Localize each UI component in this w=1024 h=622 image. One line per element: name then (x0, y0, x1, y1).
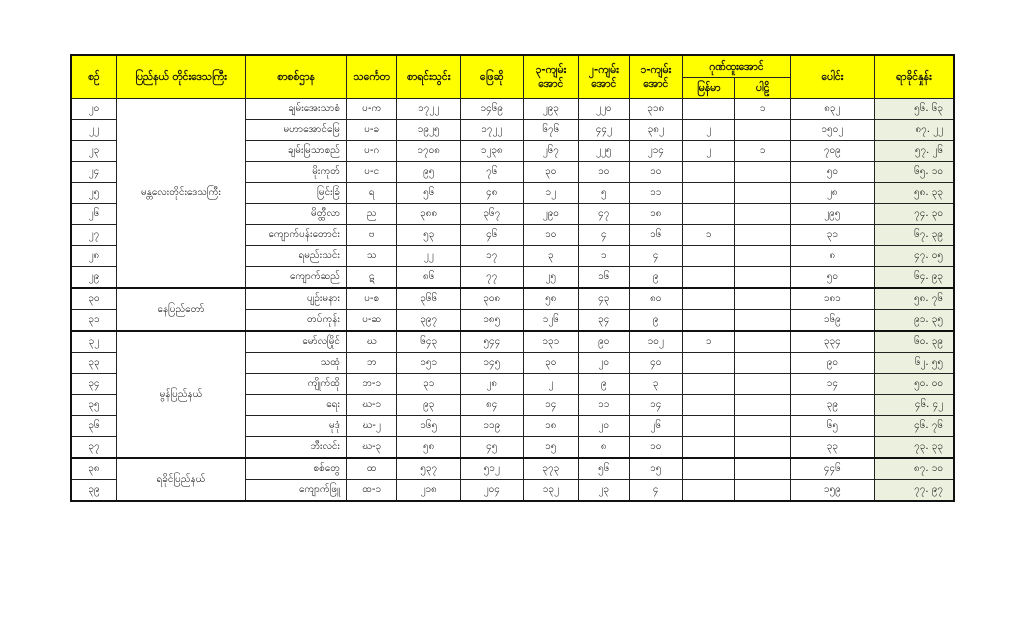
center-code: ဘ-၁ (346, 374, 396, 395)
sat-count: ၇၇ (460, 267, 523, 289)
pass-percent: ၄၇. ၀၅ (874, 246, 954, 267)
region-name: မန္တလေးတိုင်းဒေသကြီး (116, 99, 245, 289)
sat-count: ၄၈ (460, 183, 523, 204)
two-subject-pass: ၄ (579, 225, 629, 246)
total-pass: ၃၉ (790, 395, 874, 416)
total-pass: ၅၀ (790, 162, 874, 183)
sat-count: ၁၄၆၉ (460, 99, 523, 120)
myanmar-distinction (682, 204, 734, 225)
myanmar-distinction (682, 395, 734, 416)
two-subject-pass: ၂၃ (579, 480, 629, 502)
pass-percent: ၇၄. ၃၀ (874, 204, 954, 225)
total-pass: ၃၃ (790, 437, 874, 459)
header-no: စဉ် (71, 55, 116, 99)
region-name: နေပြည်တော် (116, 288, 245, 331)
sat-count: ၁၇၂၂ (460, 120, 523, 141)
header-one-subject: ၁-ကျမ်း အောင် (629, 55, 682, 99)
table-row (71, 458, 954, 480)
row-number: ၃၃ (71, 353, 116, 374)
pali-distinction (735, 267, 791, 289)
two-subject-pass: ၂၀ (579, 353, 629, 374)
table-row (71, 99, 954, 120)
two-subject-pass: ၄၃ (579, 288, 629, 310)
registered-count: ၂၂ (397, 246, 461, 267)
one-subject-pass: ၃ (629, 374, 682, 395)
pass-percent: ၅၆. ၆၃ (874, 99, 954, 120)
two-subject-pass: ၅ (579, 183, 629, 204)
total-pass: ၃၃၄ (790, 331, 874, 353)
center-code: ဃ-၂ (346, 416, 396, 437)
header-distinction: ဂုဏ်ထူးအောင် (682, 55, 790, 78)
one-subject-pass: ၉ (629, 310, 682, 332)
header-pali: ပါဠိ (735, 78, 791, 99)
center-code: ပ-င (346, 162, 396, 183)
row-number: ၃၅ (71, 395, 116, 416)
one-subject-pass: ၁၅ (629, 458, 682, 480)
pass-percent: ၇၇. ၉၇ (874, 480, 954, 502)
total-pass: ၆၅ (790, 416, 874, 437)
pass-percent: ၇၃. ၃၃ (874, 437, 954, 459)
center-code: ဃ-၃ (346, 437, 396, 459)
one-subject-pass: ၃၁၈ (629, 99, 682, 120)
row-number: ၃၀ (71, 288, 116, 310)
center-name: ကျိုက်ထို (246, 374, 347, 395)
pass-percent: ၈၇. ၂၂ (874, 120, 954, 141)
three-subject-pass: ၂၅ (523, 267, 579, 289)
registered-count: ၉၅ (397, 162, 461, 183)
sat-count: ၇၆ (460, 162, 523, 183)
three-subject-pass: ၃၀ (523, 353, 579, 374)
center-name: ချမ်းမြသာစည် (246, 141, 347, 162)
registered-count: ၆၄၃ (397, 331, 461, 353)
myanmar-distinction: ၂ (682, 120, 734, 141)
sat-count: ၁၈၅ (460, 310, 523, 332)
pass-percent: ၅၀. ၀၀ (874, 374, 954, 395)
two-subject-pass: ၄၄၂ (579, 120, 629, 141)
pali-distinction (735, 395, 791, 416)
myanmar-distinction (682, 480, 734, 502)
center-code: ဃ (346, 331, 396, 353)
row-number: ၃၇ (71, 437, 116, 459)
center-code: ဗ (346, 225, 396, 246)
sat-count: ၈၄ (460, 395, 523, 416)
registered-count: ၃၁ (397, 374, 461, 395)
pali-distinction (735, 225, 791, 246)
header-two-subjects: ၂-ကျမ်း အောင် (579, 55, 629, 99)
one-subject-pass: ၁၀ (629, 437, 682, 459)
three-subject-pass: ၃၀ (523, 162, 579, 183)
sat-count: ၃၆၇ (460, 204, 523, 225)
total-pass: ၁၄ (790, 374, 874, 395)
registered-count: ၁၅၁ (397, 353, 461, 374)
center-name: မော်လမြိုင် (246, 331, 347, 353)
registered-count: ၅၃ (397, 225, 461, 246)
one-subject-pass: ၉ (629, 267, 682, 289)
myanmar-distinction (682, 437, 734, 459)
row-number: ၃၉ (71, 480, 116, 502)
myanmar-distinction (682, 374, 734, 395)
myanmar-distinction (682, 288, 734, 310)
center-code: ထ-၁ (346, 480, 396, 502)
row-number: ၃၄ (71, 374, 116, 395)
center-code: ပ-စ (346, 288, 396, 310)
center-name: တပ်ကုန်း (246, 310, 347, 332)
row-number: ၂၂ (71, 120, 116, 141)
myanmar-distinction (682, 458, 734, 480)
center-code: ဘ (346, 353, 396, 374)
myanmar-distinction: ၁ (682, 331, 734, 353)
two-subject-pass: ၂၀ (579, 416, 629, 437)
three-subject-pass: ၂ (523, 374, 579, 395)
sat-count: ၁၇ (460, 246, 523, 267)
pali-distinction: ၁ (735, 99, 791, 120)
row-number: ၂၉ (71, 267, 116, 289)
three-subject-pass: ၃၇၃ (523, 458, 579, 480)
two-subject-pass: ၂၂၅ (579, 141, 629, 162)
myanmar-distinction (682, 353, 734, 374)
row-number: ၂၇ (71, 225, 116, 246)
pass-percent: ၆၄. ၉၃ (874, 267, 954, 289)
myanmar-distinction: ၁ (682, 225, 734, 246)
table-body (71, 99, 954, 502)
one-subject-pass: ၁၆ (629, 225, 682, 246)
myanmar-distinction (682, 246, 734, 267)
total-pass: ၇၀၉ (790, 141, 874, 162)
center-code: ပ-ခ (346, 120, 396, 141)
row-number: ၂၃ (71, 141, 116, 162)
pass-percent: ၆၂. ၅၅ (874, 353, 954, 374)
pali-distinction (735, 162, 791, 183)
myanmar-distinction (682, 416, 734, 437)
sat-count: ၅၁၂ (460, 458, 523, 480)
one-subject-pass: ၄ (629, 480, 682, 502)
center-code: ပ-က (346, 99, 396, 120)
row-number: ၂၀ (71, 99, 116, 120)
total-pass: ၅၀ (790, 267, 874, 289)
registered-count: ၉၃ (397, 395, 461, 416)
three-subject-pass: ၁၃၁ (523, 331, 579, 353)
myanmar-distinction (682, 99, 734, 120)
pali-distinction (735, 246, 791, 267)
pass-percent: ၆၅. ၁၀ (874, 162, 954, 183)
center-name: သထုံ (246, 353, 347, 374)
row-number: ၂၈ (71, 246, 116, 267)
header-total: ပေါင်း (790, 55, 874, 99)
center-code: ဃ-၁ (346, 395, 396, 416)
center-name: ရမည်းသင်း (246, 246, 347, 267)
pass-percent: ၅၇. ၂၆ (874, 141, 954, 162)
center-name: ပျဉ်းမနား (246, 288, 347, 310)
two-subject-pass: ၉၀ (579, 331, 629, 353)
pass-percent: ၅၈. ၃၃ (874, 183, 954, 204)
three-subject-pass: ၁၀ (523, 225, 579, 246)
one-subject-pass: ၂၆ (629, 416, 682, 437)
center-name: စစ်တွေ (246, 458, 347, 480)
total-pass: ၁၈၁ (790, 288, 874, 310)
one-subject-pass: ၁၈ (629, 204, 682, 225)
center-name: မိတ္ထီလာ (246, 204, 347, 225)
pali-distinction (735, 374, 791, 395)
header-myanmar: မြန်မာ (682, 78, 734, 99)
pali-distinction (735, 458, 791, 480)
region-name: ရခိုင်ပြည်နယ် (116, 458, 245, 501)
pali-distinction (735, 480, 791, 502)
pali-distinction (735, 437, 791, 459)
sat-count: ၂၀၄ (460, 480, 523, 502)
two-subject-pass: ၄၇ (579, 204, 629, 225)
table-row (71, 288, 954, 310)
pali-distinction (735, 331, 791, 353)
center-name: ကျောက်ဖြူ (246, 480, 347, 502)
total-pass: ၁၆၉ (790, 310, 874, 332)
center-name: ကျောက်ပန်းတောင်း (246, 225, 347, 246)
registered-count: ၃၆၆ (397, 288, 461, 310)
three-subject-pass: ၁၅ (523, 437, 579, 459)
registered-count: ၁၆၅ (397, 416, 461, 437)
sat-count: ၁၄၅ (460, 353, 523, 374)
one-subject-pass: ၈၀ (629, 288, 682, 310)
row-number: ၃၈ (71, 458, 116, 480)
center-code: ပ-ဆ (346, 310, 396, 332)
pass-percent: ၈၇. ၁၀ (874, 458, 954, 480)
one-subject-pass: ၁၁ (629, 183, 682, 204)
header-region: ပြည်နယ် တိုင်းဒေသကြီး (116, 55, 245, 99)
three-subject-pass: ၂၆၇ (523, 141, 579, 162)
sat-count: ၄၆ (460, 225, 523, 246)
center-name: ချမ်းအေးသာစံ (246, 99, 347, 120)
pali-distinction (735, 288, 791, 310)
registered-count: ၁၇၂၂ (397, 99, 461, 120)
three-subject-pass: ၁၂၆ (523, 310, 579, 332)
two-subject-pass: ၁ (579, 246, 629, 267)
center-name: ဘီးလင်း (246, 437, 347, 459)
one-subject-pass: ၂၁၄ (629, 141, 682, 162)
three-subject-pass: ၁၈ (523, 416, 579, 437)
center-name: မိုးကုတ် (246, 162, 347, 183)
table-row (71, 331, 954, 353)
registered-count: ၅၆ (397, 183, 461, 204)
header-registered: စာရင်းသွင်း (397, 55, 461, 99)
center-code: ရ (346, 183, 396, 204)
myanmar-distinction (682, 267, 734, 289)
three-subject-pass: ၁၄ (523, 395, 579, 416)
registered-count: ၂၁၈ (397, 480, 461, 502)
myanmar-distinction (682, 310, 734, 332)
one-subject-pass: ၁၄ (629, 395, 682, 416)
pali-distinction (735, 120, 791, 141)
center-code: ပ-ဂ (346, 141, 396, 162)
header-percent: ရာခိုင်နှုန်း (874, 55, 954, 99)
center-name: မြင်းခြံ (246, 183, 347, 204)
total-pass: ၈ (790, 246, 874, 267)
three-subject-pass: ၂၉၃ (523, 99, 579, 120)
center-code: သ (346, 246, 396, 267)
center-name: မဟာအောင်မြေ (246, 120, 347, 141)
total-pass: ၄၄၆ (790, 458, 874, 480)
region-name: မွန်ပြည်နယ် (116, 331, 245, 458)
sat-count: ၁၁၉ (460, 416, 523, 437)
center-name: မုဒုံ (246, 416, 347, 437)
total-pass: ၃၁ (790, 225, 874, 246)
row-number: ၂၆ (71, 204, 116, 225)
sat-count: ၃၀၈ (460, 288, 523, 310)
total-pass: ၂၉၅ (790, 204, 874, 225)
three-subject-pass: ၆၇၆ (523, 120, 579, 141)
sat-count: ၄၅ (460, 437, 523, 459)
myanmar-distinction (682, 183, 734, 204)
registered-count: ၁၉၂၅ (397, 120, 461, 141)
pass-percent: ၉၁. ၃၅ (874, 310, 954, 332)
three-subject-pass: ၁၃၂ (523, 480, 579, 502)
sat-count: ၁၂၃၈ (460, 141, 523, 162)
registered-count: ၈၆ (397, 267, 461, 289)
two-subject-pass: ၉ (579, 374, 629, 395)
two-subject-pass: ၁၀ (579, 162, 629, 183)
one-subject-pass: ၃၈၂ (629, 120, 682, 141)
two-subject-pass: ၃၄ (579, 310, 629, 332)
pass-percent: ၄၆. ၄၂ (874, 395, 954, 416)
sat-count: ၂၈ (460, 374, 523, 395)
center-code: ည (346, 204, 396, 225)
sat-count: ၅၄၄ (460, 331, 523, 353)
header-three-subjects: ၃-ကျမ်း အောင် (523, 55, 579, 99)
pass-percent: ၆၇. ၃၉ (874, 225, 954, 246)
two-subject-pass: ၁၆ (579, 267, 629, 289)
pali-distinction: ၁ (735, 141, 791, 162)
row-number: ၂၅ (71, 183, 116, 204)
pali-distinction (735, 310, 791, 332)
registered-count: ၁၇၀၈ (397, 141, 461, 162)
pass-percent: ၆၀. ၃၉ (874, 331, 954, 353)
row-number: ၃၂ (71, 331, 116, 353)
two-subject-pass: ၂၂၀ (579, 99, 629, 120)
pali-distinction (735, 416, 791, 437)
one-subject-pass: ၁၀၂ (629, 331, 682, 353)
one-subject-pass: ၁၀ (629, 162, 682, 183)
pali-distinction (735, 183, 791, 204)
total-pass: ၁၅၉ (790, 480, 874, 502)
header-code: သင်္ကေတ (346, 55, 396, 99)
row-number: ၃၆ (71, 416, 116, 437)
header-center: စာစစ်ဌာန (246, 55, 347, 99)
row-number: ၃၁ (71, 310, 116, 332)
one-subject-pass: ၄၀ (629, 353, 682, 374)
three-subject-pass: ၅၈ (523, 288, 579, 310)
myanmar-distinction: ၂ (682, 141, 734, 162)
one-subject-pass: ၄ (629, 246, 682, 267)
pali-distinction (735, 204, 791, 225)
registered-count: ၃၈၈ (397, 204, 461, 225)
total-pass: ၁၅၀၂ (790, 120, 874, 141)
two-subject-pass: ၅၆ (579, 458, 629, 480)
myanmar-distinction (682, 162, 734, 183)
three-subject-pass: ၃ (523, 246, 579, 267)
pali-distinction (735, 353, 791, 374)
two-subject-pass: ၈ (579, 437, 629, 459)
pass-percent: ၅၈. ၇၆ (874, 288, 954, 310)
total-pass: ၉၀ (790, 353, 874, 374)
total-pass: ၂၈ (790, 183, 874, 204)
center-code: ဋ (346, 267, 396, 289)
center-code: ထ (346, 458, 396, 480)
registered-count: ၃၉၇ (397, 310, 461, 332)
three-subject-pass: ၁၂ (523, 183, 579, 204)
header-sat: ဖြေဆို (460, 55, 523, 99)
registered-count: ၅၃၇ (397, 458, 461, 480)
registered-count: ၅၈ (397, 437, 461, 459)
row-number: ၂၄ (71, 162, 116, 183)
two-subject-pass: ၁၁ (579, 395, 629, 416)
center-name: ရေး (246, 395, 347, 416)
three-subject-pass: ၂၉၀ (523, 204, 579, 225)
center-name: ကျောက်ဆည် (246, 267, 347, 289)
results-table (70, 54, 955, 502)
pass-percent: ၄၆. ၇၆ (874, 416, 954, 437)
total-pass: ၈၃၂ (790, 99, 874, 120)
